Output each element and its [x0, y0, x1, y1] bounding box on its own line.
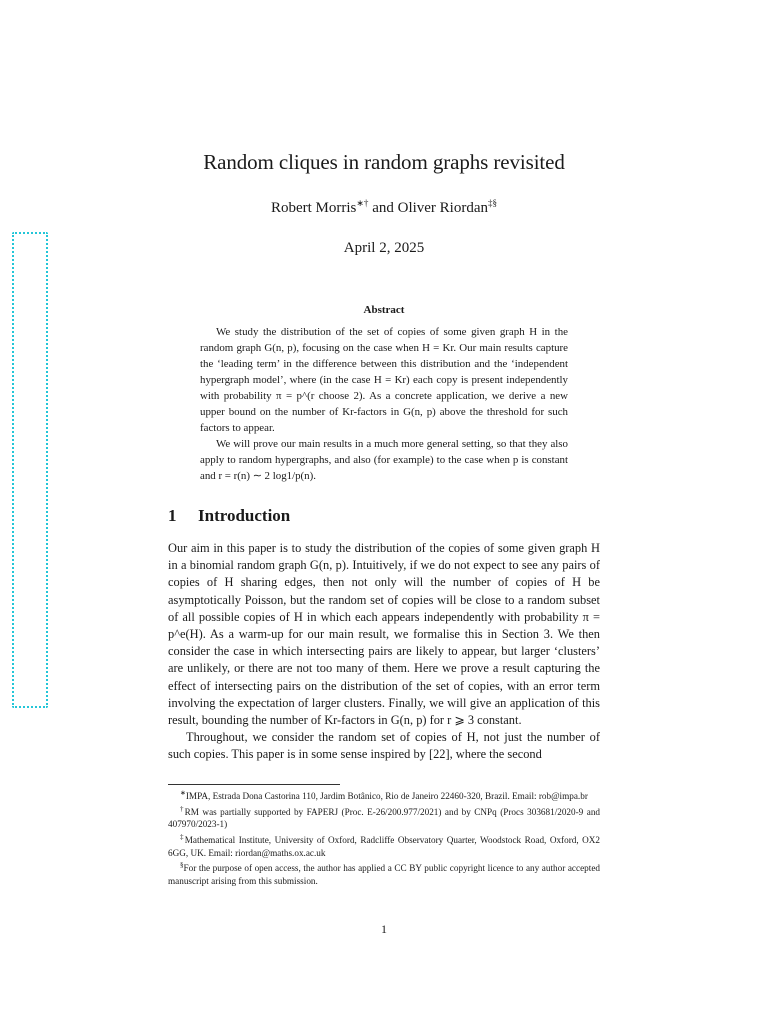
section-number: 1	[168, 506, 177, 525]
footnote-mark: ‡	[180, 832, 185, 841]
abstract-body	[200, 324, 568, 484]
paper-title: Random cliques in random graphs revisited	[203, 150, 565, 174]
author-name: Oliver Riordan	[397, 200, 489, 216]
footnote-mark: ∗	[180, 789, 186, 797]
footnote-text: Mathematical Institute, University of Oxford, Radcliffe Observatory Quarter, Woodstock Road, Oxford, OX2 6GG, UK. Email: riordan@maths.ox.ac.uk	[168, 834, 601, 858]
abstract-heading: Abstract	[363, 304, 405, 316]
footnote-text: For the purpose of open access, the author has applied a CC BY public copyright licence to any author accepted manuscript arising from this submission.	[168, 863, 600, 886]
footnote-mark: †	[180, 804, 185, 813]
abstract-paragraph: We study the distribution of the set of copies of some given graph H in the random graph G(n, p), focusing on the case when H = Kr. Our main results capture the ‘leading term’ in the difference between this distribution and the ‘independent hypergraph model’, where (in the case H = Kr) each copy is present independently with probability π = p^(r choose 2). As a concrete application, we derive a new upper bound on the number of Kr-factors in G(n, p) above the threshold for such factors to appear.	[200, 326, 568, 434]
author-joiner: and	[372, 200, 394, 216]
page-number: 1	[381, 922, 387, 936]
footnote-mark: §	[180, 861, 184, 870]
footnote	[168, 803, 600, 831]
arxiv-stamp	[12, 232, 48, 708]
section-title: Introduction	[198, 506, 291, 525]
footnote-text: IMPA, Estrada Dona Castorina 110, Jardim Botânico, Rio de Janeiro 22460-320, Brazil. Email: rob@impa.br	[185, 791, 588, 802]
footnote	[168, 831, 600, 859]
body-paragraph: Throughout, we consider the random set of copies of H, not just the number of such copies. This paper is in some sense inspired by [22], where the second	[168, 730, 600, 762]
footnote-text: RM was partially supported by FAPERJ (Proc. E-26/200.977/2021) and by CNPq (Procs 303681/2020-9 and 407970/2023-1)	[168, 806, 601, 830]
abstract-paragraph: We will prove our main results in a much more general setting, so that they also apply to random hypergraphs, and also (for example) to the case when p is constant and r = r(n) ∼ 2 log1/p(n).	[200, 438, 568, 482]
author-marks: ‡§	[488, 198, 498, 208]
footnote-rule	[168, 784, 340, 785]
footnote	[168, 787, 600, 803]
author-line	[168, 198, 600, 217]
section-body	[168, 540, 600, 764]
footnotes	[168, 787, 600, 887]
author-name: Robert Morris	[270, 200, 357, 216]
section-heading	[168, 506, 600, 526]
footnote	[168, 859, 600, 887]
author-marks: ∗†	[356, 198, 369, 208]
paper-date: April 2, 2025	[343, 240, 425, 256]
body-paragraph: Our aim in this paper is to study the distribution of the copies of some given graph H in a binomial random graph G(n, p). Intuitively, if we do not expect to see any pairs of copies of H sharing edges, then not only will the number of copies of H be asymptotically Poisson, but the random set of copies will be close to a random subset of all possible copies of H in which each appears independently with probability π = p^e(H). As a warm-up for our main result, we formalise this in Section 3. We then consider the case in which intersecting pairs are likely to appear, but larger ‘clusters’ are unlikely, or there are not too many of them. Here we prove a result capturing the effect of intersecting pairs on the distribution of the set of copies, with an error term involving the expectation of larger clusters. Finally, we will give an application of this result, bounding the number of Kr-factors in G(n, p) for r ⩾ 3 constant.	[168, 541, 600, 728]
